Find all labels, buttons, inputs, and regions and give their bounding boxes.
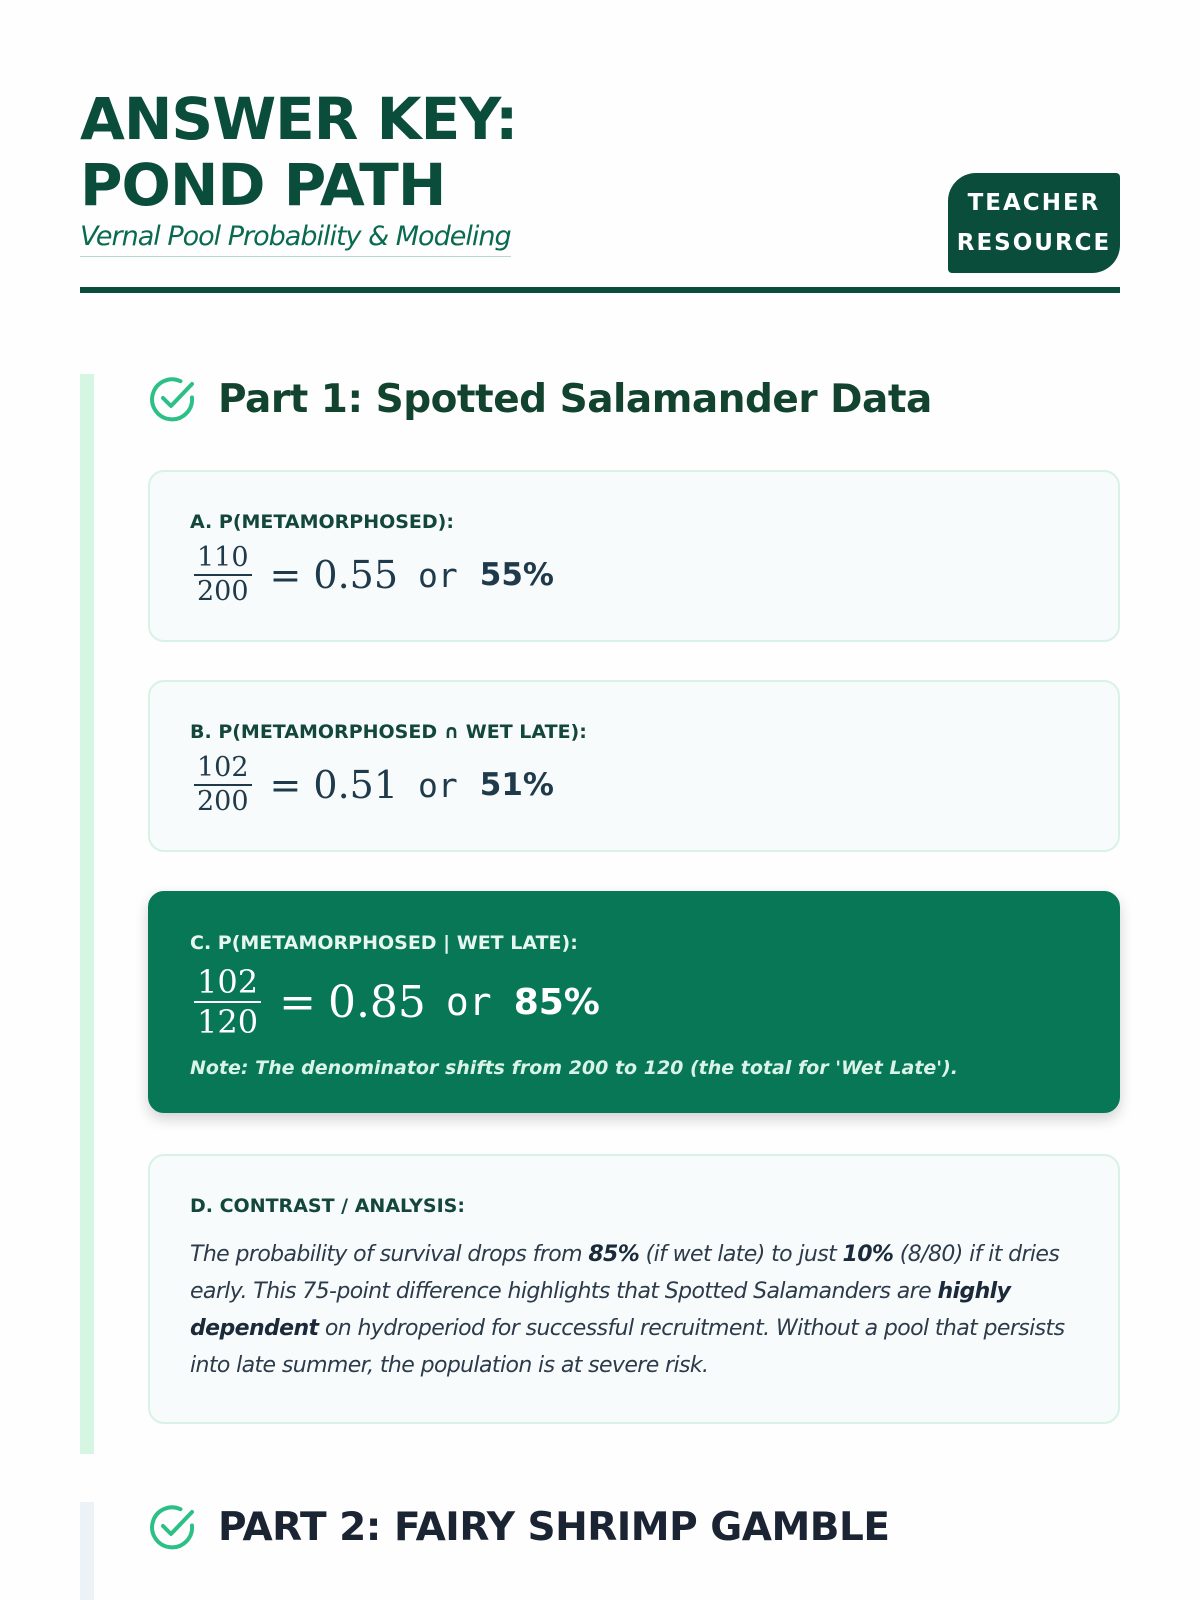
analysis-text-1: The probability of survival drops from	[190, 1242, 589, 1267]
answer-card-b	[148, 680, 1120, 852]
analysis-text-4: on hydroperiod for successful recruitment. Without a pool that persists into late summer, the population is at severe risk.	[190, 1316, 1065, 1378]
card-c-or: or	[445, 980, 492, 1024]
card-b-decimal-expression: = 0.51	[269, 763, 398, 807]
badge-line-1: TEACHER	[967, 190, 1101, 216]
badge-line-2: RESOURCE	[956, 230, 1112, 256]
card-c-note: Note: The denominator shifts from 200 to 120 (the total for 'Wet Late').	[190, 1057, 959, 1079]
card-a-fraction	[194, 544, 252, 606]
teacher-resource-badge	[948, 173, 1120, 273]
card-a-numerator: 110	[194, 544, 252, 576]
card-b-label: B. P(METAMORPHOSED ∩ WET LATE):	[190, 721, 587, 743]
card-a-or: or	[418, 555, 458, 595]
answer-key-page	[80, 0, 1120, 1550]
card-c-percent: 85%	[513, 981, 600, 1023]
analysis-bold-1: 85%	[588, 1242, 640, 1267]
card-c-denominator: 120	[197, 1003, 259, 1041]
analysis-text-3: (8/80) if it dries early. This 75-point difference highlights that Spotted Salamanders are	[190, 1242, 1060, 1304]
card-b-percent: 51%	[479, 767, 554, 803]
check-circle-icon	[148, 1502, 198, 1552]
card-c-fraction	[194, 965, 261, 1039]
check-circle-icon	[148, 374, 198, 424]
analysis-bold-2: 10%	[842, 1242, 894, 1267]
card-b-numerator: 102	[194, 754, 252, 786]
card-c-numerator: 102	[194, 965, 261, 1003]
answer-card-d	[148, 1154, 1120, 1424]
part-2-heading	[148, 1502, 890, 1552]
card-b-fraction	[194, 754, 252, 816]
card-b-decimal: 0.51	[313, 763, 398, 807]
analysis-bold-3: highly dependent	[190, 1279, 1011, 1341]
card-d-label: D. CONTRAST / ANALYSIS:	[190, 1195, 465, 1217]
card-a-decimal: 0.55	[313, 553, 398, 597]
section-accent-bar	[80, 1502, 94, 1600]
card-c-decimal: 0.85	[327, 976, 426, 1028]
answer-card-c-highlight	[148, 891, 1120, 1113]
card-a-percent: 55%	[479, 557, 554, 593]
card-a-decimal-expression: = 0.55	[269, 553, 398, 597]
part-1-heading	[148, 374, 932, 424]
analysis-text-2: (if wet late) to just	[639, 1242, 843, 1267]
card-b-formula	[190, 754, 1078, 816]
card-c-decimal-expression: = 0.85	[279, 976, 426, 1028]
part-2-section	[80, 1502, 1120, 1600]
answer-card-a	[148, 470, 1120, 642]
part-1-section	[80, 374, 1120, 1454]
page-header	[80, 0, 1120, 296]
card-c-formula	[190, 965, 1078, 1039]
page-title: ANSWER KEY: POND PATH	[80, 85, 518, 219]
header-divider	[80, 287, 1120, 293]
card-b-or: or	[418, 765, 458, 805]
section-accent-bar	[80, 374, 94, 1454]
card-b-denominator: 200	[197, 786, 249, 817]
card-c-label: C. P(METAMORPHOSED | WET LATE):	[190, 932, 578, 954]
card-d-analysis-text	[190, 1236, 1078, 1384]
page-subtitle: Vernal Pool Probability & Modeling	[80, 220, 511, 257]
part-1-title: Part 1: Spotted Salamander Data	[218, 376, 932, 422]
card-a-denominator: 200	[197, 576, 249, 607]
card-a-label: A. P(METAMORPHOSED):	[190, 511, 454, 533]
part-2-title: PART 2: FAIRY SHRIMP GAMBLE	[218, 1504, 890, 1550]
card-a-formula	[190, 544, 1078, 606]
